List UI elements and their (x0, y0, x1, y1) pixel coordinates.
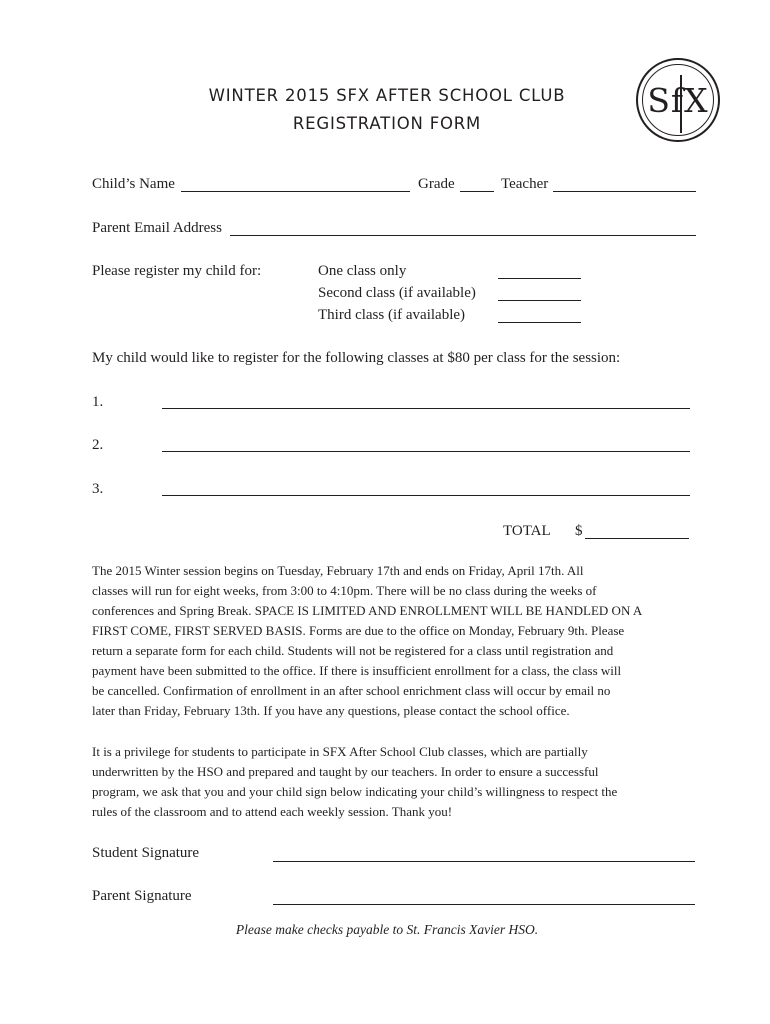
paragraph-line: FIRST COME, FIRST SERVED BASIS. Forms are due to the office on Monday, February 9th. Please (92, 623, 625, 638)
total-label: TOTAL (503, 523, 551, 539)
total-field[interactable] (585, 538, 689, 539)
paragraph-line: The 2015 Winter session begins on Tuesday, February 17th and ends on Friday, April 17th. All (92, 563, 584, 578)
childs-name-field[interactable] (181, 191, 410, 192)
class-item-2-number: 2. (92, 437, 104, 453)
student-signature-label: Student Signature (92, 845, 200, 861)
paragraph-line: It is a privilege for students to participate in SFX After School Club classes, which are partially (92, 744, 588, 759)
teacher-field[interactable] (553, 191, 696, 192)
parent-signature-field[interactable] (273, 904, 695, 905)
form-title-line2: REGISTRATION FORM (292, 114, 482, 133)
paragraph-line: be cancelled. Confirmation of enrollment in an after school enrichment class will occur by email no (92, 683, 611, 698)
option-third-class-field[interactable] (498, 322, 581, 323)
option-one-class-field[interactable] (498, 278, 581, 279)
checks-payable-note: Please make checks payable to St. Francis Xavier HSO. (235, 922, 539, 937)
class-item-3-field[interactable] (162, 495, 690, 496)
paragraph-line: underwritten by the HSO and prepared and taught by our teachers. In order to ensure a successful (92, 764, 599, 779)
privilege-paragraph (92, 742, 702, 822)
class-item-2-field[interactable] (162, 451, 690, 452)
paragraph-line: payment have been submitted to the office. If there is insufficient enrollment for a class, the class will (92, 663, 622, 678)
parent-email-field[interactable] (230, 235, 696, 236)
paragraph-line: classes will run for eight weeks, from 3:00 to 4:10pm. There will be no class during the weeks of (92, 583, 597, 598)
grade-field[interactable] (460, 191, 494, 192)
register-label: Please register my child for: (92, 263, 262, 279)
class-item-1-field[interactable] (162, 408, 690, 409)
childs-name-label: Child’s Name (92, 176, 175, 192)
teacher-label: Teacher (501, 176, 549, 192)
paragraph-line: later than Friday, February 13th. If you have any questions, please contact the school office. (92, 703, 570, 718)
paragraph-line: program, we ask that you and your child sign below indicating your child’s willingness to respect the (92, 784, 618, 799)
classes-intro: My child would like to register for the following classes at $80 per class for the session: (92, 350, 621, 366)
form-title-line1: WINTER 2015 SFX AFTER SCHOOL CLUB (208, 86, 566, 105)
parent-signature-label: Parent Signature (92, 888, 192, 904)
paragraph-line: return a separate form for each child. Students will not be registered for a class until registration and (92, 643, 614, 658)
total-currency: $ (575, 523, 583, 539)
grade-label: Grade (418, 176, 455, 192)
logo-text: SfX (647, 81, 709, 120)
parent-email-label: Parent Email Address (92, 220, 222, 236)
paragraph-line: conferences and Spring Break. SPACE IS LIMITED AND ENROLLMENT WILL BE HANDLED ON A (92, 603, 643, 618)
class-item-1-number: 1. (92, 394, 104, 410)
option-second-class: Second class (if available) (318, 285, 476, 301)
session-info-paragraph (92, 561, 702, 721)
paragraph-line: rules of the classroom and to attend each weekly session. Thank you! (92, 804, 453, 819)
student-signature-field[interactable] (273, 861, 695, 862)
sfx-logo (636, 58, 720, 142)
option-second-class-field[interactable] (498, 300, 581, 301)
option-third-class: Third class (if available) (318, 307, 466, 323)
class-item-3-number: 3. (92, 481, 104, 497)
option-one-class: One class only (318, 263, 407, 279)
logo-inner-ring (642, 64, 714, 136)
